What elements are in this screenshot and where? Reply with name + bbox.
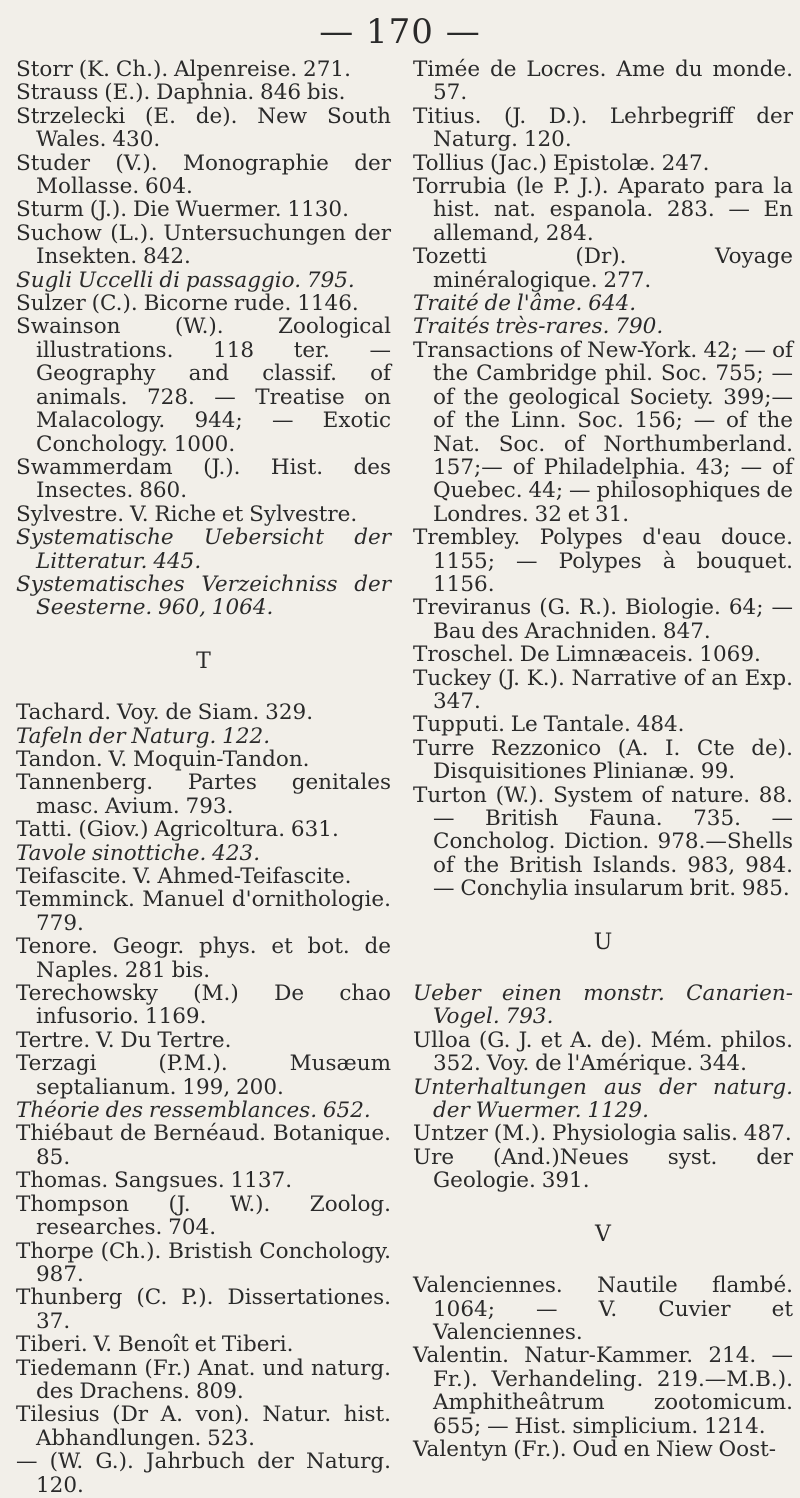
index-entry: Turton (W.). System of nature. 88. — British Fauna. 735. — Concholog. Diction. 978.—Shells of the British Islands. 983, 984.— Conchylia insularum brit. 985. (413, 782, 793, 902)
index-entry: Tavole sinottiche. 423. (16, 840, 261, 866)
index-entry: Teifascite. V. Ahmed-Teifascite. (16, 864, 352, 889)
index-entry: Sugli Uccelli di passaggio. 795. (16, 267, 355, 293)
index-entry: Ure (And.)Neues syst. der Geologie. 391. (413, 1144, 793, 1194)
index-entry: Systematisches Verzeichniss der Seesterne. 960, 1064. (16, 571, 391, 621)
entries-v-group (413, 1274, 793, 1461)
index-entry: Traités très-rares. 790. (413, 314, 664, 340)
index-entry: Strauss (E.). Daphnia. 846 bis. (16, 80, 346, 106)
index-entry: Tozetti (Dr). Voyage minéralogique. 277. (413, 244, 793, 293)
index-entry: Tannenberg. Partes genitales masc. Avium. 793. (16, 770, 391, 819)
index-entry: Tatti. (Giov.) Agricoltura. 631. (16, 817, 339, 843)
index-entry: Tiberi. V. Benoît et Tiberi. (16, 1332, 294, 1358)
index-entry: Swammerdam (J.). Hist. des Insectes. 860. (16, 454, 391, 504)
index-entry: Valenciennes. Nautile flambé. 1064; — V. Cuvier et Valenciennes. (413, 1273, 793, 1345)
index-entry: Tachard. Voy. de Siam. 329. (16, 700, 314, 726)
index-entry: Sylvestre. V. Riche et Sylvestre. (16, 501, 358, 527)
index-entry: Ulloa (G. J. et A. de). Mém. philos. 352. Voy. de l'Amérique. 344. (413, 1027, 793, 1077)
index-entry: Valentin. Natur-Kammer. 214. —Fr.). Verhandeling. 219.—M.B.). Amphitheâtrum zootomicum. 655; — Hist. simplicium. 1214. (413, 1343, 793, 1439)
index-entry: Thomas. Sangsues. 1137. (16, 1168, 293, 1194)
index-entry: — (W. G.). Jahrbuch der Naturg. 120. (16, 1449, 391, 1498)
index-entry: Trembley. Polypes d'eau douce. 1155; — Polypes à bouquet. 1156. (413, 525, 793, 597)
section-letter-u: U (593, 929, 613, 955)
index-entry: Swainson (W.). Zoological illustrations. 118 ter. — Geography and classif. of animals. 728. — Treatise on Malacology. 944; — Exotic Conchology. 1000. (16, 314, 391, 457)
index-entry: Tiedemann (Fr.) Anat. und naturg. des Drachens. 809. (16, 1355, 391, 1404)
index-entry: Tollius (Jac.) Epistolæ. 247. (413, 150, 710, 176)
index-entry: Untzer (M.). Physiologia salis. 487. (413, 1121, 792, 1147)
index-entry: Tilesius (Dr A. von). Natur. hist. Abhandlungen. 523. (16, 1402, 391, 1451)
index-entry: Tertre. V. Du Tertre. (16, 1027, 232, 1053)
index-entry: Terechowsky (M.) De chao infusorio. 1169. (16, 981, 391, 1030)
index-entry: Strzelecki (E. de). New South Wales. 430. (16, 103, 391, 153)
index-entry: Suchow (L.). Untersuchungen der Insekten. 842. (16, 220, 391, 270)
index-entry: Temminck. Manuel d'ornithologie. 779. (16, 887, 391, 936)
index-entry: Tafeln der Naturg. 122. (16, 723, 271, 749)
right-column (413, 58, 793, 1461)
index-entry: Sturm (J.). Die Wuermer. 1130. (16, 197, 349, 223)
index-entry: Valentyn (Fr.). Oud en Niew Oost- (413, 1436, 777, 1462)
index-entry: Studer (V.). Monographie der Mollasse. 604. (16, 150, 391, 200)
index-entry: Turre Rezzonico (A. I. Cte de). Disquisitiones Plinianæ. 99. (413, 735, 793, 785)
index-entry: Systematische Uebersicht der Litteratur. 445. (16, 525, 391, 574)
index-entry: Unterhaltungen aus der naturg. der Wuermer. 1129. (413, 1074, 793, 1124)
entries-s-group (16, 58, 391, 620)
index-entry: Thiébaut de Bernéaud. Botanique. 85. (16, 1121, 391, 1170)
entries-t-continued-group (413, 58, 793, 901)
index-entry: Thorpe (Ch.). Bristish Conchology. 987. (16, 1238, 391, 1287)
index-entry: Traité de l'âme. 644. (413, 291, 637, 317)
index-entry: Treviranus (G. R.). Biologie. 64; — Bau des Arachniden. 847. (413, 595, 793, 644)
index-entry: Timée de Locres. Ame du monde. 57. (413, 57, 793, 106)
page-number: — 170 — (319, 12, 481, 52)
index-entry: Ueber einen monstr. Canarien-Vogel. 793. (413, 981, 793, 1030)
index-entry: Troschel. De Limnæaceis. 1069. (413, 642, 761, 668)
index-entry: Tenore. Geogr. phys. et bot. de Naples. 281 bis. (16, 934, 391, 983)
index-entry: Tandon. V. Moquin-Tandon. (16, 746, 310, 772)
section-letter-t: T (196, 648, 211, 674)
left-column (16, 58, 391, 1497)
section-letter-v: V (595, 1221, 611, 1247)
entries-t-group (16, 701, 391, 1497)
index-entry: Storr (K. Ch.). Alpenreise. 271. (16, 57, 351, 82)
index-entry: Titius. (J. D.). Lehrbegriff der Naturg. 120. (413, 103, 793, 153)
index-entry: Terzagi (P.M.). Musæum septalianum. 199, 200. (16, 1051, 391, 1100)
index-entry: Tupputi. Le Tantale. 484. (413, 712, 685, 738)
index-entry: Torrubia (le P. J.). Aparato para la hist. nat. espanola. 283. — En allemand, 284. (413, 174, 793, 246)
index-entry: Sulzer (C.). Bicorne rude. 1146. (16, 291, 359, 317)
index-entry: Transactions of New-York. 42; — of the Cambridge phil. Soc. 755; — of the geological Society. 399;— of the Linn. Soc. 156; — of the Nat. Soc. of Northumberland. 157;— of Philadelphia. 43; — of Quebec. 44; — philosophiques de Londres. 32 et 31. (413, 337, 793, 527)
index-entry: Thunberg (C. P.). Dissertationes. 37. (16, 1285, 391, 1334)
entries-u-group (413, 982, 793, 1193)
index-entry: Théorie des ressemblances. 652. (16, 1098, 371, 1124)
index-entry: Tuckey (J. K.). Narrative of an Exp. 347. (413, 665, 793, 714)
index-entry: Thompson (J. W.). Zoolog. researches. 704. (16, 1191, 391, 1241)
